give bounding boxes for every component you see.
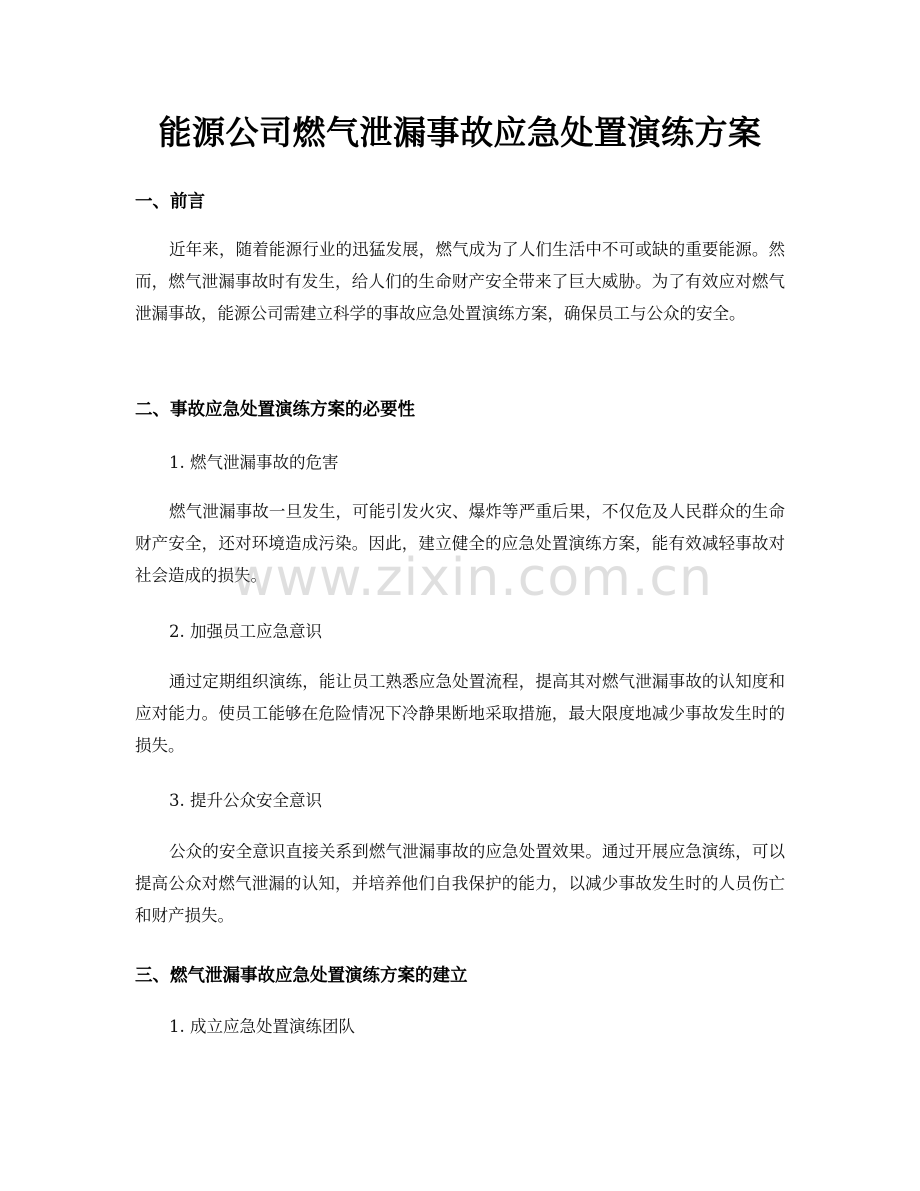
preface-paragraph: 近年来，随着能源行业的迅猛发展，燃气成为了人们生活中不可或缺的重要能源。然而，燃气泄漏事故时有发生，给人们的生命财产安全带来了巨大威胁。为了有效应对燃气泄漏事故，能源公司需建立科学的事故应急处置演练方案，确保员工与公众的安全。 [135, 240, 785, 323]
section-heading-necessity: 二、事故应急处置演练方案的必要性 [135, 400, 415, 420]
section-heading-establishment: 三、燃气泄漏事故应急处置演练方案的建立 [135, 966, 468, 986]
hazards-paragraph: 燃气泄漏事故一旦发生，可能引发火灾、爆炸等严重后果，不仅危及人民群众的生命财产安全，还对环境造成污染。因此，建立健全的应急处置演练方案，能有效减轻事故对社会造成的损失。 [135, 502, 785, 585]
subheading-employee-awareness: 2. 加强员工应急意识 [169, 622, 322, 641]
subheading-team: 1. 成立应急处置演练团队 [169, 1017, 355, 1036]
section-heading-preface: 一、前言 [135, 192, 205, 212]
watermark: www.zixin.com.cn [232, 548, 713, 608]
employee-awareness-paragraph: 通过定期组织演练，能让员工熟悉应急处置流程，提高其对燃气泄漏事故的认知度和应对能力。使员工能够在危险情况下冷静果断地采取措施，最大限度地减少事故发生时的损失。 [135, 672, 785, 755]
public-awareness-paragraph: 公众的安全意识直接关系到燃气泄漏事故的应急处置效果。通过开展应急演练，可以提高公众对燃气泄漏的认知，并培养他们自我保护的能力，以减少事故发生时的人员伤亡和财产损失。 [135, 842, 785, 925]
page-title: 能源公司燃气泄漏事故应急处置演练方案 [158, 113, 762, 152]
subheading-hazards: 1. 燃气泄漏事故的危害 [169, 453, 339, 472]
subheading-public-awareness: 3. 提升公众安全意识 [169, 791, 322, 810]
